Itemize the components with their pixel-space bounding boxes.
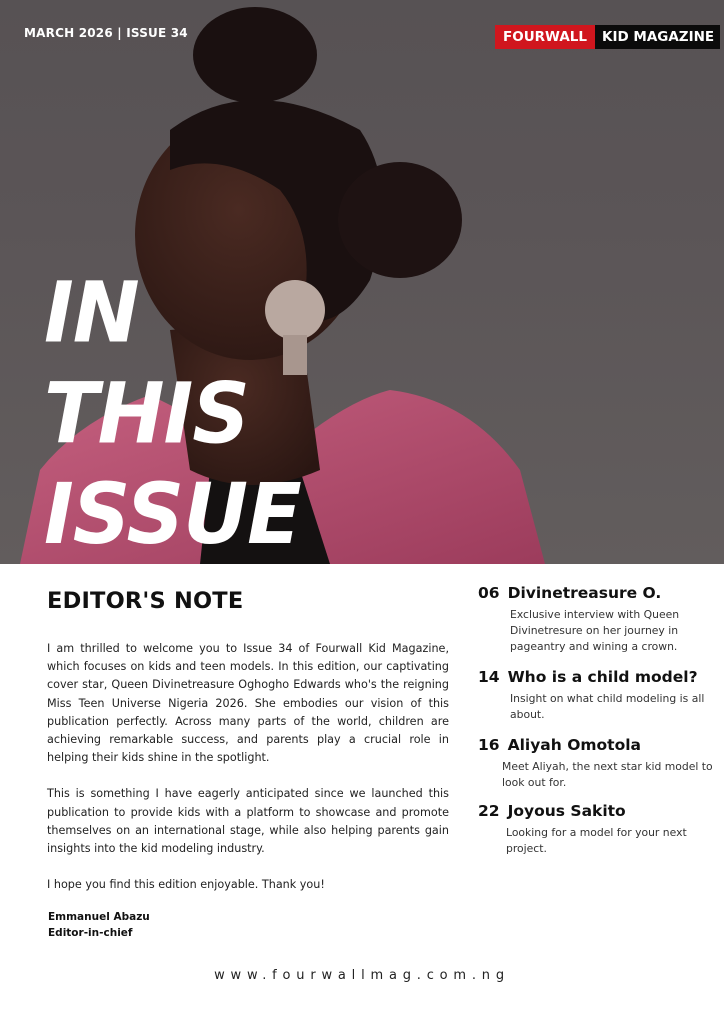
brand-name-fourwall: FOURWALL <box>495 25 595 49</box>
toc-item[interactable] <box>478 668 718 723</box>
brand-name-kid-magazine: KID MAGAZINE <box>595 25 720 49</box>
title-line-1: IN <box>44 263 139 362</box>
editor-name: Emmanuel Abazu <box>48 911 150 923</box>
toc-page-number: 14 <box>478 668 500 686</box>
toc-title: Joyous Sakito <box>507 802 626 820</box>
toc-title: Who is a child model? <box>507 668 698 686</box>
toc-description: Looking for a model for your next project. <box>506 826 687 855</box>
title-line-3: ISSUE <box>44 465 301 564</box>
editors-note-paragraph: I hope you find this edition enjoyable. Thank you! <box>47 878 325 892</box>
magazine-logo <box>495 25 720 49</box>
toc-title: Aliyah Omotola <box>507 736 642 754</box>
editors-note-body <box>47 640 449 912</box>
editor-signature <box>48 909 150 941</box>
editors-note-paragraph: This is something I have eagerly anticipated since we launched this publication to provide kids with a platform to showcase and promote themselves on an international stage, while also helping parents gain insights into the kid modeling industry. <box>47 787 449 856</box>
toc-item[interactable] <box>478 584 718 655</box>
toc-title: Divinetreasure O. <box>507 584 662 602</box>
toc-description: Insight on what child modeling is all about. <box>510 692 705 721</box>
title-line-2: THIS <box>44 364 249 463</box>
toc-page-number: 16 <box>478 736 500 754</box>
toc-description: Exclusive interview with Queen Divinetresure on her journey in pageantry and wining a crown. <box>510 608 680 653</box>
toc-description: Meet Aliyah, the next star kid model to look out for. <box>502 760 713 789</box>
toc-page-number: 22 <box>478 802 500 820</box>
in-this-issue-title <box>44 263 424 564</box>
toc-item[interactable] <box>478 736 718 791</box>
website-url[interactable]: www.fourwallmag.com.ng <box>214 968 510 983</box>
issue-date-label: MARCH 2026 | ISSUE 34 <box>24 26 188 40</box>
editor-title: Editor-in-chief <box>48 927 133 939</box>
toc-item[interactable] <box>478 802 718 857</box>
editors-note-heading: EDITOR'S NOTE <box>47 588 244 614</box>
editors-note-paragraph: I am thrilled to welcome you to Issue 34 of Fourwall Kid Magazine, which focuses on kids and teen models. In this edition, our captivating cover star, Queen Divinetreasure Oghogho Edwards who's the reigning Miss Teen Universe Nigeria 2026. She embodies our vision of this publication perfectly. Across many parts of the world, children are achieving remarkable success, and parents play a crucial role in helping their kids shine in the spotlight. <box>47 642 449 765</box>
toc-page-number: 06 <box>478 584 500 602</box>
